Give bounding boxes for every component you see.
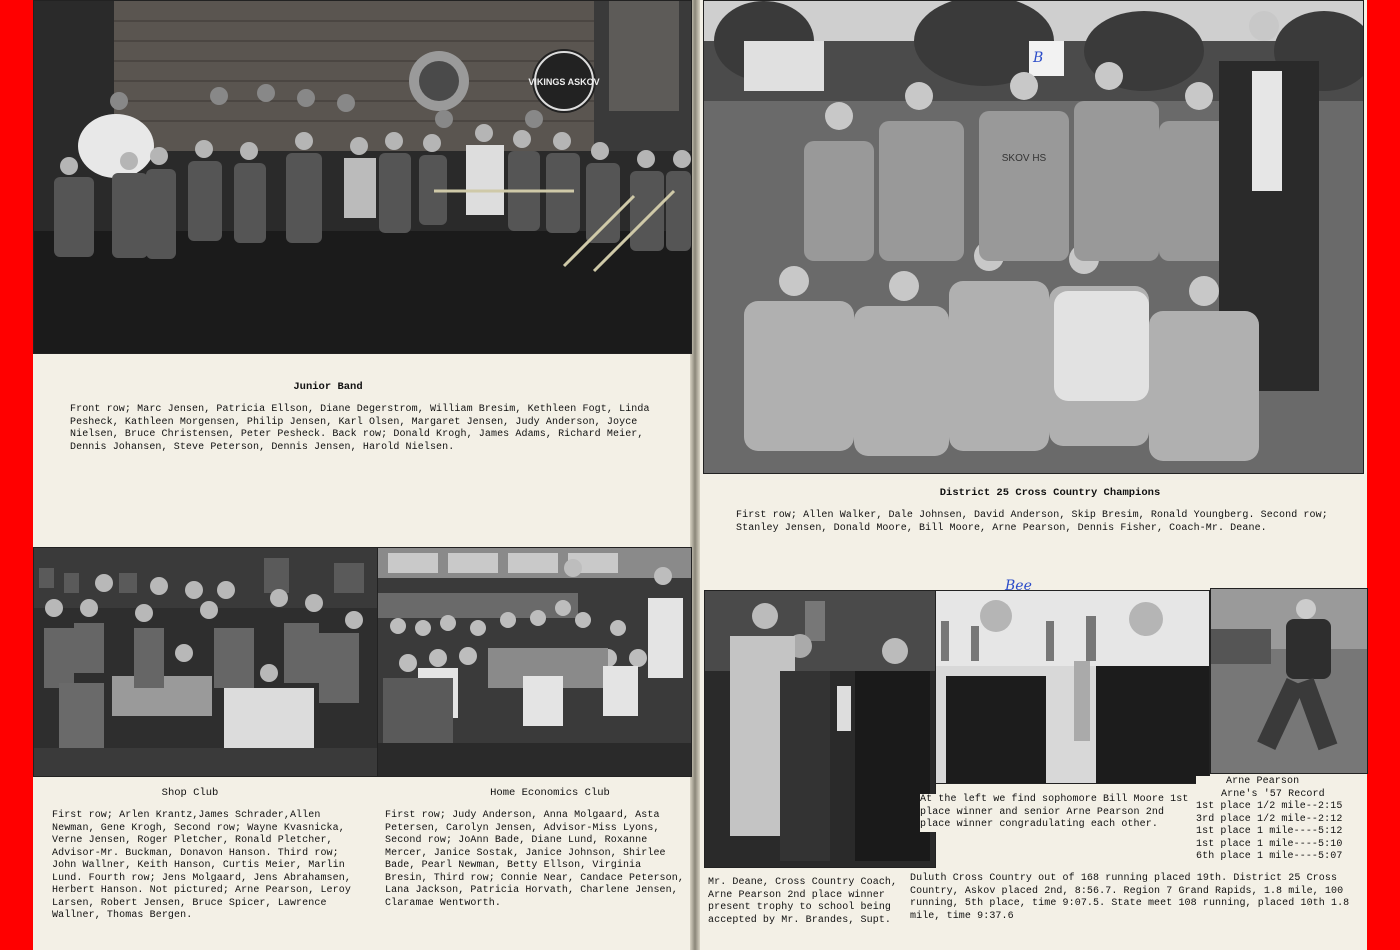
record-box: [1196, 776, 1356, 864]
home-economics-title: Home Economics Club: [490, 787, 610, 799]
cross-country-caption: First row; Allen Walker, Dale Johnsen, David Anderson, Skip Bresim, Ronald Youngberg. Second row; Stanley Jensen, Donald Moore, Bill Moore, Arne Pearson, Dennis Fisher, Coach-Mr. Deane.: [736, 510, 1328, 534]
record-line: 1st place 1 mile----5:10: [1196, 838, 1343, 850]
shop-club-photo: [33, 547, 378, 777]
junior-band-photo: [33, 0, 692, 354]
shop-club-caption: First row; Arlen Krantz,James Schrader,Allen Newman, Gene Krogh, Second row; Wayne Kvasnicka, Verne Jensen, Roger Pletcher, Ronald Pletcher, Advisor-Mr. Buckman, Donavon Hanson. Third row; John Wallner, Keith Hanson, Curtis Meier, Marlin Lund. Fourth row; Jens Molgaard, Jens Abrahamsen, Herbert Hanson. Not pictured; Arne Pearson, Leroy Larsen, Robert Jensen, Bruce Spicer, Lawrence Wallner, Thomas Bergen.: [52, 810, 351, 921]
shop-club-title: Shop Club: [161, 787, 219, 799]
record-line: 1st place 1 mile----5:12: [1196, 826, 1343, 837]
record-line: 3rd place 1/2 mile--2:12: [1196, 813, 1343, 825]
record-line: 1st place 1/2 mile--2:15: [1196, 801, 1343, 812]
handshake-photo: [935, 590, 1210, 784]
home-economics-caption: First row; Judy Anderson, Anna Molgaard, Asta Petersen, Carolyn Jensen, Advisor-Miss Lyons, Second row; JoAnn Bade, Diane Lund, Roxanne Mercer, Janice Sostak, Janice Johnson, Shirlee Bade, Pearl Newman, Betty Ellson, Virginia Bresin, Third row; Connie Near, Candace Peterson, Lana Jackson, Patricia Horvath, Charlene Jensen, Claramae Wentworth.: [385, 810, 684, 909]
cross-country-team-photo: [703, 0, 1364, 474]
record-heading: Arne's '57 Record: [1221, 788, 1325, 800]
record-name: Arne Pearson: [1226, 776, 1300, 787]
sweater-lettering: SKOV HS: [1001, 153, 1047, 164]
record-line: 6th place 1 mile----5:07: [1196, 851, 1343, 862]
ink-note-handshake: Bee: [1005, 578, 1032, 594]
drum-head-text: VIKINGS ASKOV: [528, 77, 600, 87]
junior-band-title: Junior Band: [293, 381, 363, 393]
home-economics-photo: [377, 547, 692, 777]
trophy-caption: Mr. Deane, Cross Country Coach, Arne Pearson 2nd place winner present trophy to school being accepted by Mr. Brandes, Supt.: [708, 877, 898, 926]
running-photo: [1210, 588, 1368, 774]
handshake-caption: At the left we find sophomore Bill Moore 1st place winner and senior Arne Pearson 2nd place winner congradulating each other.: [920, 794, 1200, 832]
ink-note-team: B: [1033, 50, 1044, 66]
junior-band-caption: Front row; Marc Jensen, Patricia Ellson, Diane Degerstrom, William Bresim, Kethleen Fogt, Linda Pesheck, Kathleen Morgensen, Philip Jensen, Karl Olsen, Margaret Jensen, Judy Anderson, Joyce Nielsen, Bruce Christensen, Peter Pesheck. Back row; Donald Krogh, James Adams, Richard Meier, Dennis Johansen, Steve Peterson, Dennis Jensen, Harold Nielsen.: [70, 404, 650, 453]
season-summary: Duluth Cross Country out of 168 running placed 19th. District 25 Cross Country, Askov placed 2nd, 8:56.7. Region 7 Grand Rapids, 1.8 mile, 100 running, 5th place, time 9:07.5. State meet 108 running, placed 10th 1.8 mile, time 9:37.6: [910, 873, 1350, 922]
trophy-presentation-photo: [704, 590, 936, 868]
cross-country-title: District 25 Cross Country Champions: [939, 487, 1161, 499]
